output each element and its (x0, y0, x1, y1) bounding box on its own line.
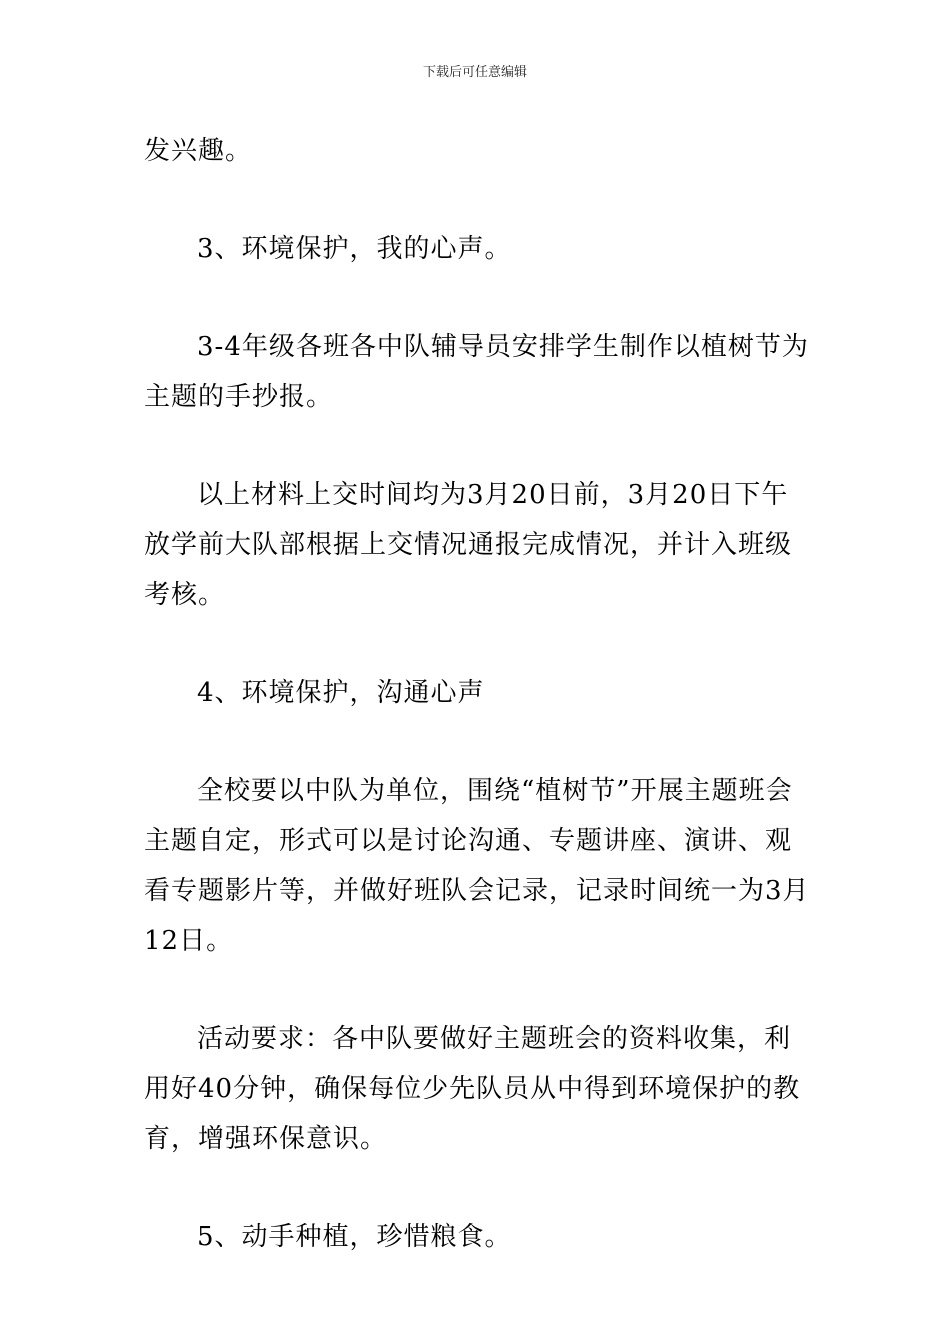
section-heading-4: 4、环境保护，沟通心声 (197, 678, 485, 708)
paragraph-class-meeting: 全校要以中队为单位，围绕“植树节”开展主题班会主题自定，形式可以是讨论沟通、专题讲座、演讲、观看专题影片等，并做好班队会记录，记录时间统一为3月12日。 (144, 776, 810, 956)
paragraph-handmade-newspaper: 3-4年级各班各中队辅导员安排学生制作以植树节为主题的手抄报。 (144, 332, 809, 412)
paragraph-requirements: 活动要求：各中队要做好主题班会的资料收集，利用好40分钟，确保每位少先队员从中得到环境保护的教育，增强环保意识。 (144, 1024, 801, 1154)
paragraph-continuation: 发兴趣。 (144, 136, 253, 166)
page-header: 下载后可任意编辑 (422, 65, 527, 80)
section-heading-3: 3、环境保护，我的心声。 (197, 234, 512, 264)
paragraph-deadline: 以上材料上交时间均为3月20日前，3月20日下午放学前大队部根据上交情况通报完成情况，并计入班级考核。 (144, 480, 793, 610)
document-body (144, 126, 812, 1262)
section-heading-5: 5、动手种植，珍惜粮食。 (197, 1222, 512, 1252)
